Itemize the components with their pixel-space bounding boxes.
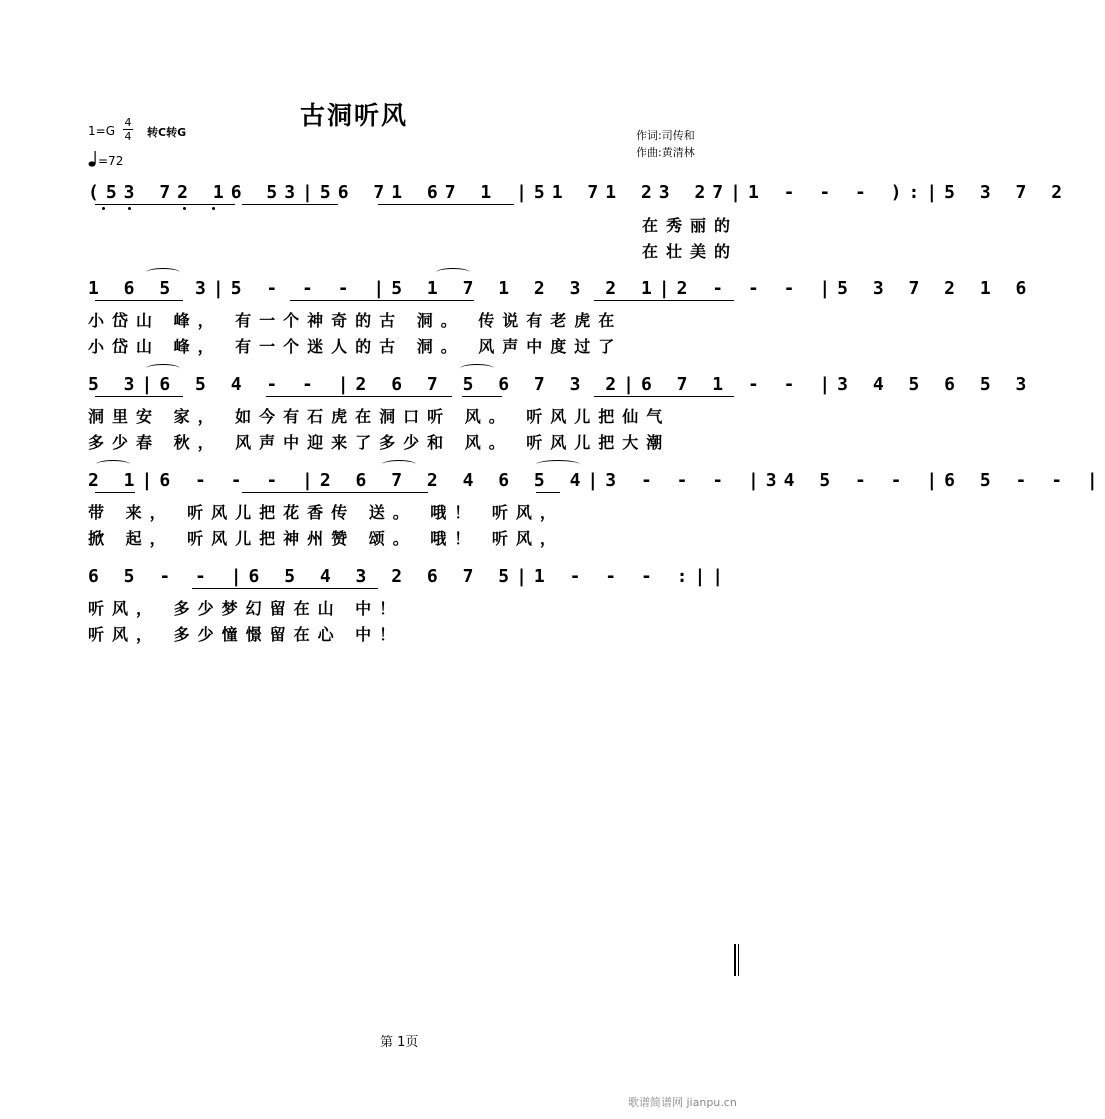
- watermark: 歌谱简谱网 jianpu.cn: [628, 1096, 737, 1109]
- notes-line: 2 1|6 - - - |2 6 7 2 4 6 5 4|3 - - - |34 5 - - |6 5 - - |: [88, 470, 1105, 491]
- underline: [95, 396, 183, 397]
- final-barline: [734, 944, 736, 976]
- octave-dot: [212, 207, 215, 210]
- underline: [290, 300, 474, 301]
- underline: [95, 204, 235, 205]
- lyrics-verse-2: 在壮美的: [642, 242, 739, 261]
- slur: [382, 460, 416, 469]
- time-signature-bottom: 4: [124, 130, 132, 143]
- underline: [242, 204, 338, 205]
- slur: [146, 268, 180, 277]
- underline: [95, 492, 135, 493]
- lyrics-verse-2: 多少春 秋， 风声中迎来了多少和 风。 听风儿把大潮: [88, 433, 671, 452]
- lyrics-verse-2: 听风， 多少憧憬留在心 中！: [88, 625, 404, 644]
- underline: [95, 300, 183, 301]
- lyrics-verse-2: 掀 起， 听风儿把神州赞 颂。 哦！ 听风，: [88, 529, 564, 548]
- page-number: 第 1页: [380, 1035, 419, 1050]
- notes-line: (53 72 16 53|56 71 67 1 |51 71 23 27|1 - - - ):|5 3 7 2: [88, 182, 1070, 203]
- octave-dot: [102, 207, 105, 210]
- time-signature-top: 4: [124, 116, 132, 129]
- composer: 作曲:黄清林: [636, 146, 695, 159]
- slur: [96, 460, 130, 469]
- lyricist: 作词:司传和: [636, 129, 695, 142]
- lyrics-verse-1: 听风， 多少梦幻留在山 中！: [88, 599, 404, 618]
- tempo-value: =72: [98, 154, 124, 168]
- notes-line: 5 3|6 5 4 - - |2 6 7 5 6 7 3 2|6 7 1 - - |3 4 5 6 5 3: [88, 374, 1034, 395]
- score-row-1: [88, 182, 1070, 222]
- lyrics-verse-1: 带 来， 听风儿把花香传 送。 哦！ 听风，: [88, 503, 564, 522]
- underline: [462, 396, 502, 397]
- underline: [594, 300, 734, 301]
- modulation-note: 转C转G: [147, 126, 187, 139]
- slur: [436, 268, 470, 277]
- slur: [146, 364, 180, 373]
- notes-line: 6 5 - - |6 5 4 3 2 6 7 5|1 - - - :||: [88, 566, 731, 587]
- notes-line: 1 6 5 3|5 - - - |5 1 7 1 2 3 2 1|2 - - - |5 3 7 2 1 6: [88, 278, 1034, 299]
- final-barline-thin: [738, 944, 739, 976]
- key-signature: 1=G: [88, 124, 115, 138]
- lyrics-verse-2: 小岱山 峰， 有一个迷人的古 洞。 风声中度过了: [88, 337, 623, 356]
- underline: [536, 492, 560, 493]
- underline: [594, 396, 734, 397]
- underline: [378, 204, 514, 205]
- tempo-marking: [88, 150, 123, 168]
- quarter-note-icon: [88, 150, 98, 168]
- slur: [460, 364, 494, 373]
- lyrics-verse-1: 小岱山 峰， 有一个神奇的古 洞。 传说有老虎在: [88, 311, 623, 330]
- octave-dot: [128, 207, 131, 210]
- lyrics-verse-1: 洞里安 家， 如今有石虎在洞口听 风。 听风儿把仙气: [88, 407, 671, 426]
- underline: [266, 396, 452, 397]
- octave-dot: [183, 207, 186, 210]
- slur: [536, 460, 580, 469]
- underline: [192, 588, 378, 589]
- underline: [242, 492, 428, 493]
- lyrics-verse-1: 在秀丽的: [642, 216, 739, 235]
- time-signature: [121, 116, 135, 143]
- song-title: 古洞听风: [300, 101, 409, 130]
